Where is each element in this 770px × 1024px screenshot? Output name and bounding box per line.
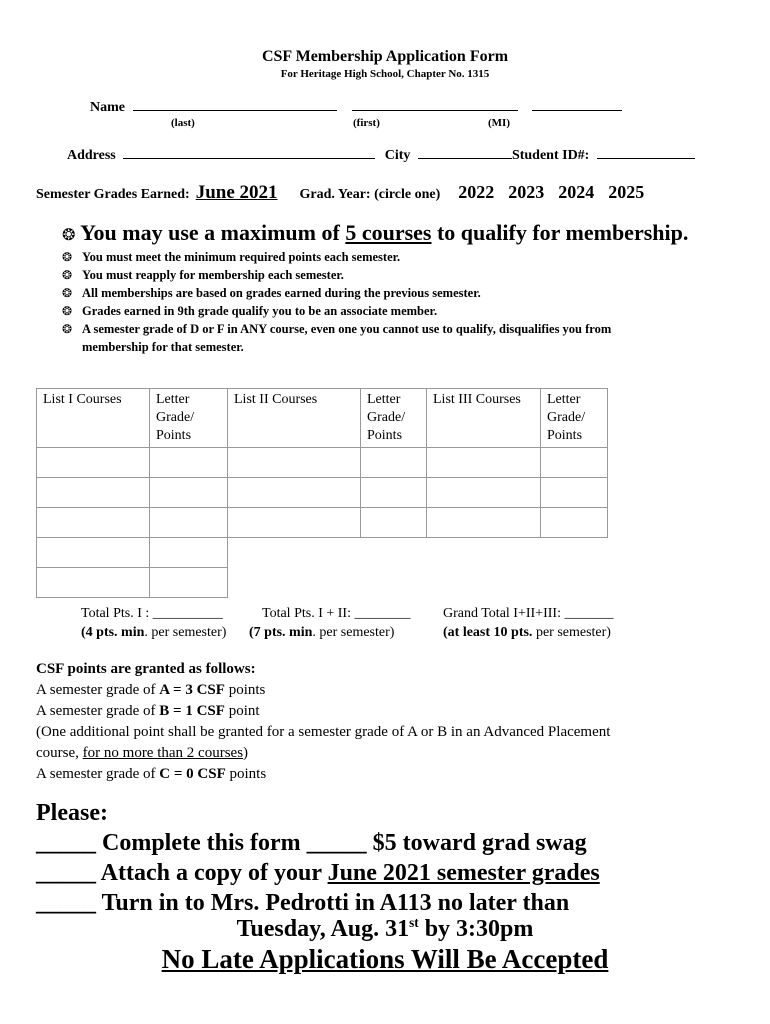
course-cell[interactable] [228, 508, 361, 538]
header-list-iii: List III Courses [427, 389, 541, 448]
header-grade-ii: Letter Grade/ Points [361, 389, 427, 448]
table-row [37, 478, 608, 508]
points-extra-2: course, for no more than 2 courses) [36, 745, 249, 761]
grade-cell[interactable] [361, 478, 427, 508]
please-heading: Please: [36, 800, 108, 826]
student-id-field[interactable] [597, 146, 695, 159]
semester-value: June 2021 [195, 182, 278, 203]
points-c: A semester grade of C = 0 CSF points [36, 766, 267, 782]
grad-year-option[interactable]: 2022 [458, 182, 495, 202]
course-cell[interactable] [37, 478, 150, 508]
grade-cell[interactable] [541, 508, 608, 538]
city-label: City [384, 148, 411, 163]
grad-year-label: Grad. Year: (circle one) [299, 187, 441, 202]
instruction-line: _____ Turn in to Mrs. Pedrotti in A113 no later than [36, 890, 570, 916]
table-row [37, 508, 608, 538]
total-1-label: Total Pts. I : __________ [81, 606, 223, 621]
instruction-line: _____ Attach a copy of your June 2021 semester grades [36, 860, 600, 886]
table-row [37, 568, 608, 598]
list-item: ❂ All memberships are based on grades earned during the previous semester. [62, 286, 481, 300]
points-section [36, 659, 610, 785]
total-1-note: (4 pts. min. per semester) [81, 625, 227, 640]
list-item: ❂ Grades earned in 9th grade qualify you to be an associate member. [62, 304, 438, 318]
total-2-note: (7 pts. min. per semester) [249, 625, 395, 640]
flower-bullet-icon: ❂ [62, 227, 76, 244]
course-cell[interactable] [427, 448, 541, 478]
flower-bullet-icon: ❂ [62, 268, 73, 282]
semester-row [36, 182, 644, 204]
instruction-line: _____ Complete this form _____ $5 toward grad swag [36, 830, 587, 856]
grade-cell[interactable] [361, 508, 427, 538]
total-2-label: Total Pts. I + II: ________ [262, 606, 411, 621]
headline-count: 5 courses [345, 220, 432, 245]
course-cell[interactable] [228, 478, 361, 508]
last-name-field[interactable] [133, 98, 337, 111]
grade-cell[interactable] [541, 478, 608, 508]
points-heading: CSF points are granted as follows: [36, 661, 256, 677]
course-cell[interactable] [427, 508, 541, 538]
grade-cell[interactable] [150, 508, 228, 538]
address-label: Address [67, 148, 116, 163]
grad-year-option[interactable]: 2023 [508, 182, 545, 202]
course-cell[interactable] [37, 538, 150, 568]
points-extra-1: (One additional point shall be granted for a semester grade of A or B in an Advanced Placement [36, 724, 611, 740]
header-grade-i: Letter Grade/ Points [150, 389, 228, 448]
mi-field[interactable] [532, 98, 622, 111]
semester-label: Semester Grades Earned: [36, 187, 190, 202]
list-item: ❂ You must meet the minimum required points each semester. [62, 250, 401, 264]
grand-total-label: Grand Total I+II+III: _______ [443, 606, 614, 621]
flower-bullet-icon: ❂ [62, 286, 73, 300]
grad-year-option[interactable]: 2024 [558, 182, 595, 202]
flower-bullet-icon: ❂ [62, 250, 73, 264]
grand-total-note: (at least 10 pts. per semester) [443, 625, 611, 640]
last-hint: (last) [171, 117, 195, 129]
flower-bullet-icon: ❂ [62, 304, 73, 318]
grad-year-option[interactable]: 2025 [608, 182, 645, 202]
course-cell[interactable] [37, 448, 150, 478]
rules-headline: ❂ You may use a maximum of 5 courses to qualify for membership. [62, 220, 689, 245]
grade-cell[interactable] [541, 448, 608, 478]
table-header-row [37, 389, 608, 448]
first-hint: (first) [353, 117, 380, 129]
form-subtitle: For Heritage High School, Chapter No. 1315 [280, 68, 490, 80]
header-list-ii: List II Courses [228, 389, 361, 448]
course-cell[interactable] [37, 568, 150, 598]
table-row [37, 538, 608, 568]
address-row [67, 146, 695, 164]
grade-cell[interactable] [361, 448, 427, 478]
course-cell[interactable] [228, 448, 361, 478]
courses-table [36, 388, 608, 598]
header-grade-iii: Letter Grade/ Points [541, 389, 608, 448]
deadline: Tuesday, Aug. 31st by 3:30pm [236, 915, 534, 942]
header-list-i: List I Courses [37, 389, 150, 448]
list-item: ❂ A semester grade of D or F in ANY course, even one you cannot use to qualify, disqualifies you from [62, 322, 612, 336]
points-b: A semester grade of B = 1 CSF point [36, 703, 260, 719]
flower-bullet-icon: ❂ [62, 322, 73, 336]
grade-cell[interactable] [150, 538, 228, 568]
course-cell[interactable] [37, 508, 150, 538]
first-name-field[interactable] [352, 98, 518, 111]
student-id-label: Student ID#: [511, 148, 590, 163]
course-cell[interactable] [427, 478, 541, 508]
mi-hint: (MI) [488, 117, 510, 129]
list-item: ❂ You must reapply for membership each semester. [62, 268, 344, 282]
no-late-notice: No Late Applications Will Be Accepted [161, 944, 609, 974]
grade-cell[interactable] [150, 448, 228, 478]
rules-list [62, 248, 611, 356]
grade-cell[interactable] [150, 568, 228, 598]
points-a: A semester grade of A = 3 CSF points [36, 682, 266, 698]
address-field[interactable] [123, 146, 375, 159]
list-item-continued: membership for that semester. [82, 340, 244, 354]
name-label: Name [90, 100, 125, 115]
instructions [36, 798, 600, 918]
form-title: CSF Membership Application Form [261, 48, 509, 65]
table-row [37, 448, 608, 478]
city-field[interactable] [418, 146, 512, 159]
grade-cell[interactable] [150, 478, 228, 508]
name-row [90, 98, 622, 116]
